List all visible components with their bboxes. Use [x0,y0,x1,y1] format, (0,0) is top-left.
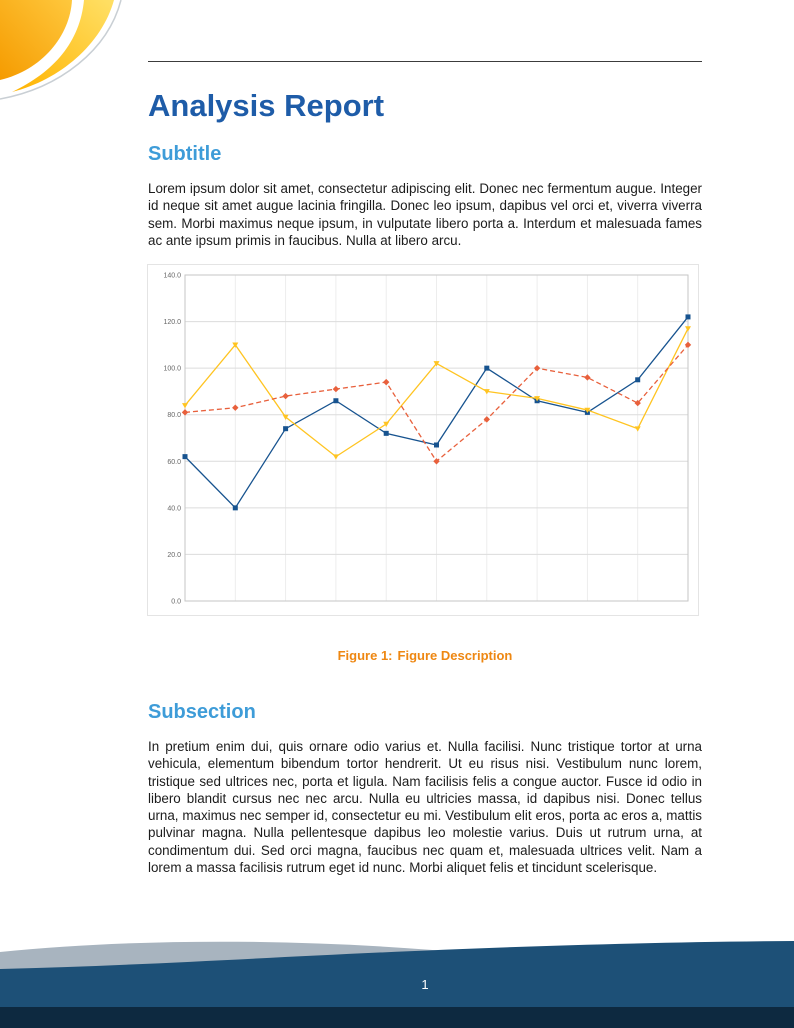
figure-1 [147,264,699,616]
series-yellow-marker [333,454,339,459]
series-blue-marker [384,431,389,436]
svg-text:20.0: 20.0 [167,551,181,559]
section-heading-subsection: Subsection [148,701,256,723]
line-chart [147,264,699,616]
series-yellow-marker [182,403,188,408]
paragraph-intro: Lorem ipsum dolor sit amet, consectetur adipiscing elit. Donec nec fermentum augue. Integer id neque sit amet augue lacinia fringilla. Donec leo ipsum, dapibus vel orci et, viverra viverra sem. Morbi maximus neque ipsum, in vulputate libero porta a. Interdum et malesuada fames ac ante ipsum primis in faucibus. Nulla at libero arcu. [148,181,702,248]
svg-text:120.0: 120.0 [163,319,181,327]
section-heading-subtitle: Subtitle [148,143,222,165]
figure-caption-text: Figure Description [397,648,513,663]
series-red-marker [282,393,288,399]
series-yellow-marker [635,426,641,431]
series-yellow-marker [685,326,691,331]
svg-text:140.0: 140.0 [163,272,181,280]
figure-caption-label: Figure 1: [337,648,393,663]
series-blue-marker [283,426,288,431]
line-chart-svg [148,265,698,615]
page-number: 1 [421,977,429,992]
series-blue-marker [434,442,439,447]
figure-caption [148,648,702,663]
footer-dark-band [0,1007,794,1028]
series-red-marker [333,386,339,392]
series-blue-marker [635,377,640,382]
series-blue-marker [686,314,691,319]
series-blue-marker [333,398,338,403]
svg-text:80.0: 80.0 [167,412,181,420]
svg-text:40.0: 40.0 [167,505,181,513]
header-rule [148,61,702,62]
series-red-marker [383,379,389,385]
series-red-marker [584,374,590,380]
paragraph-subsection: In pretium enim dui, quis ornare odio varius et. Nulla facilisi. Nunc tristique tortor at urna vehicula, elementum bibendum tortor hendrerit. Ut eu risus nisi. Vestibulum nunc lorem, tristique sed ultrices nec, porta et ligula. Nam facilisis felis a congue auctor. Fusce id odio in libero blandit cursus nec nec arcu. Nulla eu ultricies massa, id dapibus nisi. Donec tellus urna, maximus nec semper id, consectetur eu mi. Vestibulum elit eros, porta ac eros a, mattis pulvinar magna. Nulla pellentesque dapibus leo molestie varius. Duis ut rutrum urna, at condimentum dui. Sed orci magna, faucibus nec quam et, malesuada ultrices velit. Nam a lorem a massa facilisis rutrum eget id nunc. Morbi aliquet felis et tincidunt scelerisque. [148,739,702,876]
series-blue-marker [233,505,238,510]
series-red-marker [534,365,540,371]
svg-text:60.0: 60.0 [167,458,181,466]
series-red-marker [232,405,238,411]
series-blue-marker [183,454,188,459]
svg-text:0.0: 0.0 [171,598,181,606]
series-blue-marker [484,366,489,371]
series-yellow-marker [383,422,389,427]
page-title: Analysis Report [148,88,385,123]
svg-text:100.0: 100.0 [163,365,181,373]
series-red-marker [484,416,490,422]
